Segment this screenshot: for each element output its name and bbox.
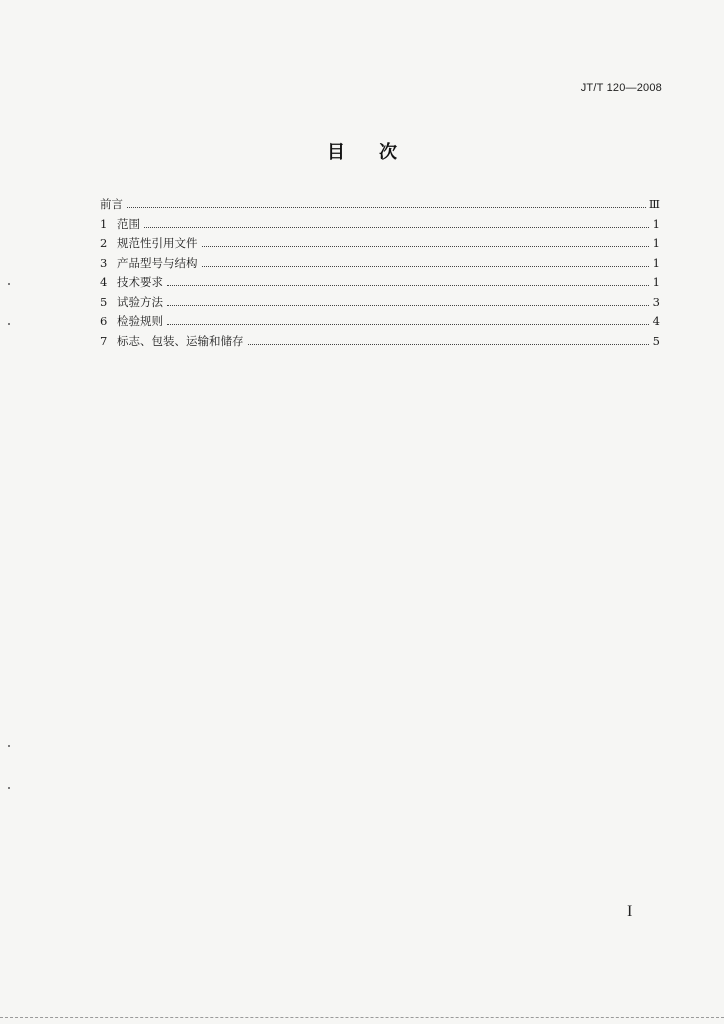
toc-entry-test-methods[interactable] bbox=[100, 293, 660, 313]
toc-leader-dots bbox=[144, 227, 649, 228]
scan-speck bbox=[8, 323, 10, 325]
toc-entry-page: 1 bbox=[652, 216, 660, 231]
table-of-contents bbox=[100, 195, 660, 351]
toc-entry-inspection-rules[interactable] bbox=[100, 312, 660, 332]
scan-speck bbox=[8, 787, 10, 789]
toc-leader-dots bbox=[167, 285, 649, 286]
toc-entry-scope[interactable] bbox=[100, 215, 660, 235]
toc-entry-label: 规范性引用文件 bbox=[117, 236, 198, 250]
toc-entry-page: 1 bbox=[652, 236, 660, 250]
scan-speck bbox=[8, 283, 10, 285]
toc-leader-dots bbox=[167, 324, 649, 325]
toc-entry-label: 前言 bbox=[100, 197, 123, 211]
toc-leader-dots bbox=[202, 266, 650, 267]
standard-code: JT/T 120—2008 bbox=[580, 82, 662, 94]
toc-entry-page: Ⅲ bbox=[648, 197, 660, 211]
toc-entry-label: 产品型号与结构 bbox=[117, 255, 198, 270]
toc-entry-number: 6 bbox=[100, 314, 108, 328]
toc-entry-label: 标志、包装、运输和储存 bbox=[117, 333, 244, 348]
toc-entry-number: 2 bbox=[100, 236, 108, 250]
toc-entry-page: 3 bbox=[652, 294, 660, 309]
toc-entry-foreword[interactable] bbox=[100, 195, 660, 215]
toc-leader-dots bbox=[127, 207, 646, 208]
toc-entry-page: 1 bbox=[652, 255, 660, 270]
page-title: 目次 bbox=[327, 142, 431, 163]
scan-speck bbox=[8, 745, 10, 747]
toc-entry-number: 5 bbox=[100, 294, 108, 309]
toc-leader-dots bbox=[202, 246, 650, 247]
toc-entry-technical-requirements[interactable] bbox=[100, 273, 660, 293]
page-number: I bbox=[627, 903, 633, 920]
toc-entry-number: 4 bbox=[100, 275, 108, 289]
toc-entry-page: 4 bbox=[652, 314, 660, 328]
toc-entry-number: 7 bbox=[100, 333, 108, 348]
toc-entry-number: 1 bbox=[100, 216, 108, 231]
toc-entry-marking-packaging[interactable] bbox=[100, 332, 660, 352]
toc-entry-page: 5 bbox=[652, 333, 660, 348]
toc-entry-label: 技术要求 bbox=[117, 275, 163, 289]
toc-leader-dots bbox=[248, 344, 650, 345]
scan-edge-line bbox=[0, 1017, 724, 1018]
toc-entry-normative-references[interactable] bbox=[100, 234, 660, 254]
toc-entry-product-model[interactable] bbox=[100, 254, 660, 274]
toc-entry-page: 1 bbox=[652, 275, 660, 289]
toc-entry-label: 检验规则 bbox=[117, 314, 163, 328]
toc-entry-number: 3 bbox=[100, 255, 108, 270]
toc-entry-label: 范围 bbox=[117, 216, 140, 231]
toc-leader-dots bbox=[167, 305, 649, 306]
toc-entry-label: 试验方法 bbox=[117, 294, 163, 309]
